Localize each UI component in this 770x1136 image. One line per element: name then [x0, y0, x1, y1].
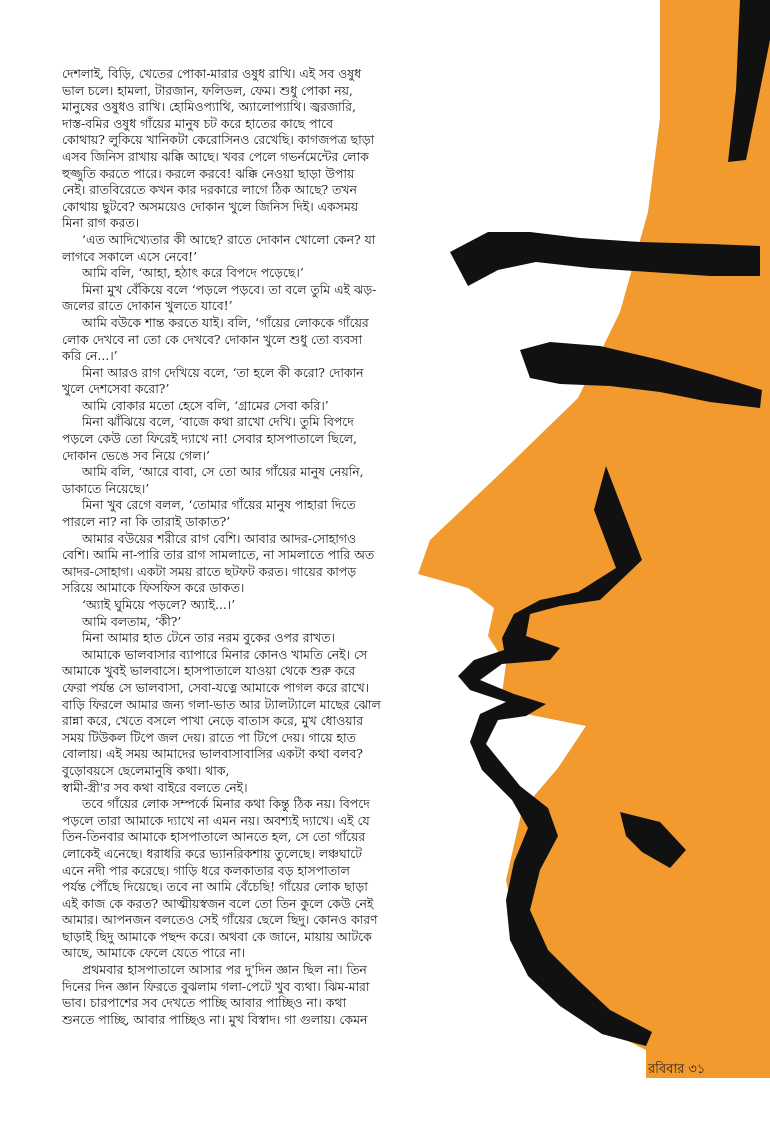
paragraph: ‘অ্যাই ঘুমিয়ে পড়লে? অ্যাই...।’	[82, 597, 236, 612]
paragraph: আমি বউকে শান্ত করতে যাই। বলি, ‘গাঁয়ের লোককে গাঁয়ের লোক দেখবে না তো কে দেখবে? দোকান খুলে শুধু তো ব্যবসা করি নে...।’	[62, 314, 369, 364]
page-folio: রবিবার ৩১	[648, 1062, 706, 1077]
face-orange-shape	[418, 0, 770, 1078]
face-profile-illustration-icon	[410, 0, 770, 1136]
paragraph: আমি বলি, ‘আরে বাবা, সে তো আর গাঁয়ের মানুষ নেয়নি, ডাকাতে নিয়েছে।’	[62, 464, 364, 496]
paragraph: আমার বউয়ের শরীরে রাগ বেশি। আবার আদর-সোহাগও বেশি। আমি না-পারি তার রাগ সামলাতে, না সামলাতে পারি অত আদর-সোহাগ। একটা সময় রাতে ছটফট করত। গায়ের কাপড় সরিয়ে আমাকে ফিসফিস করে ডাকত।	[62, 530, 375, 596]
paragraph: দেশলাই, বিড়ি, খেতের পোকা-মারার ওষুধ রাখি। এই সব ওষুধ ভাল চলে। হামলা, টারজান, ফলিডল, ফেম। শুধু পোকা নয়, মানুষের ওষুধও রাখি। হোমিওপ্যাথি, অ্যালোপ্যাথি। জ্বরজারি, দাস্ত-বমির ওষুধ গাঁয়ের মানুষ চট করে হাতের কাছে পাবে কোথায়? লুকিয়ে খানিকটা কেরোসিনও রেখেছি। কাগজপত্র ছাড়া এসব জিনিস রাখায় ঝক্কি আছে। খবর পেলে গভর্নমেন্টের লোক হুজ্জুতি করতে পারে। করলে করবে! ঝক্কি নেওয়া ছাড়া উপায় নেই। রাতবিরেতে কখন কার দরকারে লাগে ঠিক আছে? তখন কোথায় ছুটবে? অসময়েও দোকান খুলে জিনিস দিই। একসময় মিনা রাগ করত।	[62, 66, 375, 231]
paragraph: প্রথমবার হাসপাতালে আসার পর দু'দিন জ্ঞান ছিল না। তিন দিনের দিন জ্ঞান ফিরতে বুঝলাম গলা-পেটে খুব ব্যথা। ঝিম-মারা ভাব। চারপাশের সব দেখতে পাচ্ছি আবার পাচ্ছিও না। কথা শুনতে পাচ্ছি, আবার পাচ্ছিও না। মুখ বিস্বাদ। গা গুলায়। কেমন	[62, 962, 370, 1027]
paragraph: তবে গাঁয়ের লোক সম্পর্কে মিনার কথা কিন্তু ঠিক নয়। বিপদে পড়লে তারা আমাকে দ্যাখে না এমন নয়। অবশ্যই দ্যাখে। এই যে তিন-তিনবার আমাকে হাসপাতালে আনতে হল, সে তো গাঁয়ের লোকেই এনেছে। ধরাধরি করে ভ্যানরিকশায় তুলেছে। লঞ্চঘাটে এনে নদী পার করেছে। গাড়ি ধরে কলকাতার বড় হাসপাতাল পর্যন্ত পৌঁছে দিয়েছে। তবে না আমি বেঁচেছি! গাঁয়ের লোক ছাড়া এই কাজ কে করত? আত্মীয়স্বজন বলে তো তিন কুলে কেউ নেই আমার। আপনজন বলতেও সেই গাঁয়ের ছেলে ছিদু। কোনও কারণ ছাড়াই ছিদু আমাকে পছন্দ করে। অথবা কে জানে, মায়ায় আটকে আছে, আমাকে ফেলে যেতে পারে না।	[62, 796, 378, 961]
paragraph: মিনা খুব রেগে বলল, ‘তোমার গাঁয়ের মানুষ পাহারা দিতে পারলে না? না কি তারাই ডাকাত?’	[62, 497, 356, 530]
paragraph: মিনা আমার হাত টেনে তার নরম বুকের ওপর রাখত।	[82, 630, 335, 646]
paragraph: মিনা আরও রাগ দেখিয়ে বলে, ‘তা হলে কী করো? দোকান খুলে দেশসেবা করো?’	[62, 364, 364, 397]
paragraph: আমি বলতাম, ‘কী?’	[82, 613, 182, 629]
paragraph: আমি বোকার মতো হেসে বলি, ‘গ্রামের সেবা করি।’	[82, 397, 329, 413]
paragraph: মিনা ঝাঁঝিয়ে বলে, ‘বাজে কথা রাখো দেখি। তুমি বিপদে পড়লে কেউ তো ফিরেই দ্যাখে না! সেবার হাসপাতালে ছিলে, দোকান ভেঙে সব নিয়ে গেল।’	[62, 414, 357, 463]
story-text-column	[62, 66, 430, 1028]
paragraph: মিনা মুখ বেঁকিয়ে বলে ‘পড়লে পড়বে। তা বলে তুমি এই ঝড়- জলের রাতে দোকান খুলতে যাবে!’	[62, 281, 377, 314]
paragraph: ‘এত আদিখ্যেতার কী আছে? রাতে দোকান খোলো কেন? যা লাগবে সকালে এসে নেবে!’	[62, 231, 376, 264]
paragraph: আমি বলি, ‘আহা, হঠাৎ করে বিপদে পড়েছে।’	[82, 265, 304, 281]
paragraph: আমাকে ভালবাসার ব্যাপারে মিনার কোনও খামতি নেই। সে আমাকে খুবই ভালবাসে। হাসপাতালে যাওয়া থেকে শুরু করে ফেরা পর্যন্ত সে ভালবাসা, সেবা-যত্নে আমাকে পাগল করে রাখে। বাড়ি ফিরলে আমার জন্য গলা-ভাত আর ট্যালট্যালে মাছের ঝোল রান্না করে, খেতে বসলে পাখা নেড়ে বাতাস করে, মুখ ধোওয়ার সময় টিউকল টিপে জল দেয়। রাতে পা টিপে দেয়। গায়ে হাত বোলায়। এই সময় আমাদের ভালবাসাবাসির একটা কথা বলব? বুড়োবয়সে ছেলেমানুষি কথা। থাক, স্বামী-স্ত্রী'র সব কথা বাইরে বলতে নেই।	[62, 646, 381, 795]
